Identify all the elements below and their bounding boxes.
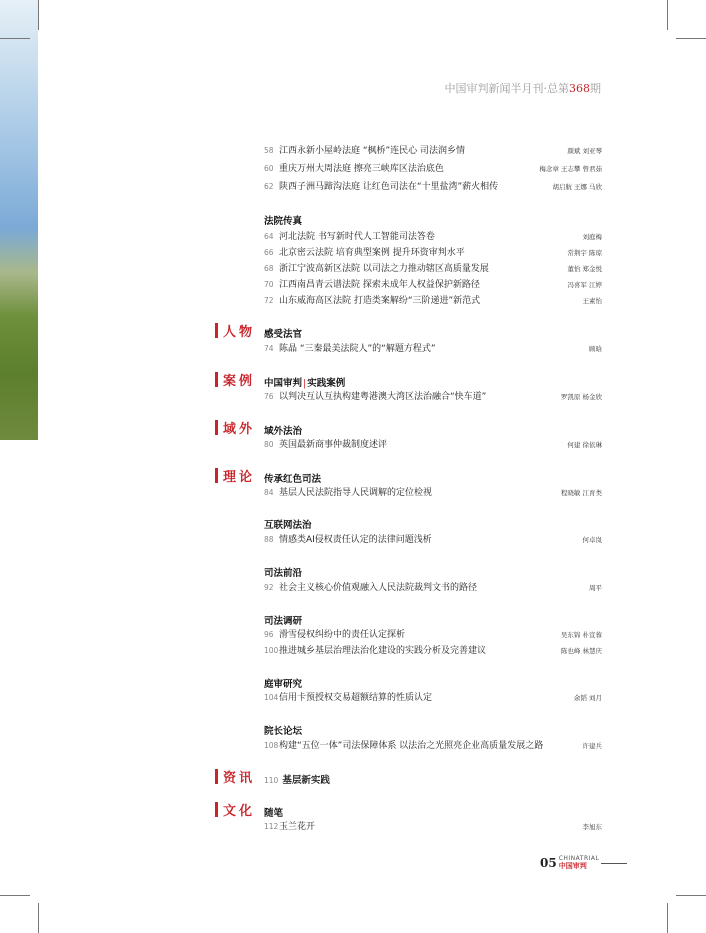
toc-entry[interactable]: 84 基层人民法院指导人民调解的定位检视 程晓敏 江育类 bbox=[264, 488, 602, 498]
category-lilun: 理论 bbox=[215, 468, 255, 485]
toc-entry[interactable]: 74 陈晶 “三秦最美法院人”的“解题方程式” 顾晗 bbox=[264, 344, 602, 354]
section-heading: 感受法官 bbox=[264, 329, 303, 340]
section-heading: 随笔 bbox=[264, 808, 284, 819]
issue-number: 368 bbox=[569, 82, 590, 95]
footer-rule bbox=[601, 863, 627, 864]
page-footer bbox=[540, 852, 627, 871]
toc-entry[interactable]: 108构建“五位一体”司法保障体系 以法治之光照亮企业高质量发展之路 许建兵 bbox=[264, 741, 602, 751]
section-heading: 法院传真 bbox=[264, 216, 303, 227]
cover-photo-strip bbox=[0, 0, 38, 440]
toc-entry[interactable]: 104信用卡预授权交易超额结算的性质认定 余韬 刘月 bbox=[264, 693, 602, 703]
section-heading: 互联网法治 bbox=[264, 520, 312, 531]
category-bar bbox=[215, 769, 218, 784]
section-heading: 司法前沿 bbox=[264, 568, 303, 579]
section-heading: 院长论坛 bbox=[264, 726, 303, 737]
toc-entry[interactable]: 64 河北法院 书写新时代人工智能司法答卷 刘庭梅 bbox=[264, 232, 602, 242]
toc-entry[interactable]: 60 重庆万州大周法庭 擦亮三峡库区法治底色 梅念章 王志攀 曾君茹 bbox=[264, 164, 602, 174]
toc-entry[interactable]: 92 社会主义核心价值观融入人民法院裁判文书的路径 周平 bbox=[264, 583, 602, 593]
crop-mark bbox=[676, 38, 706, 39]
category-yuwai: 域外 bbox=[215, 420, 255, 437]
category-bar bbox=[215, 323, 218, 338]
section-heading: 传承红色司法 bbox=[264, 474, 322, 485]
crop-mark bbox=[667, 0, 668, 30]
crop-mark bbox=[667, 903, 668, 933]
toc-entry[interactable]: 96 滑雪侵权纠纷中的责任认定探析 吴东锦 朴宣蓉 bbox=[264, 630, 602, 640]
toc-entry[interactable]: 68 浙江宁波高新区法院 以司法之力推动辖区高质量发展 董怡 郑金悦 bbox=[264, 264, 602, 274]
toc-entry[interactable]: 58 江西永新小屋岭法庭 “枫桥”连民心 司法润乡情 颜斌 刘亚琴 bbox=[264, 146, 602, 156]
crop-mark bbox=[676, 895, 706, 896]
page-number: 05 bbox=[540, 856, 557, 870]
category-bar bbox=[215, 468, 218, 483]
category-zixun: 资讯 bbox=[215, 769, 255, 786]
toc-entry[interactable]: 72 山东威海高区法院 打造类案解纷“三阶递进”新范式 王素怡 bbox=[264, 296, 602, 306]
section-heading: 庭审研究 bbox=[264, 679, 303, 690]
toc-entry[interactable]: 112玉兰花开 李旭东 bbox=[264, 822, 602, 832]
divider: | bbox=[303, 378, 307, 389]
section-heading: 司法调研 bbox=[264, 616, 303, 627]
toc-entry[interactable]: 100推进城乡基层治理法治化建设的实践分析及完善建议 陈也峰 林慧庆 bbox=[264, 646, 602, 656]
magazine-logo: CHINATRIAL 中国审判 bbox=[558, 855, 600, 870]
toc-entry[interactable]: 110 基层新实践 bbox=[264, 775, 330, 786]
crop-mark bbox=[38, 0, 39, 30]
section-heading: 中国审判|实践案例 bbox=[264, 378, 346, 389]
category-bar bbox=[215, 420, 218, 435]
section-heading: 域外法治 bbox=[264, 426, 303, 437]
running-header: 中国审判新闻半月刊·总第368期 bbox=[444, 82, 601, 95]
crop-mark bbox=[38, 903, 39, 933]
toc-entry[interactable]: 88 情感类AI侵权责任认定的法律问题浅析 何卓岚 bbox=[264, 535, 602, 545]
crop-mark bbox=[0, 38, 30, 39]
category-bar bbox=[215, 802, 218, 817]
toc-entry[interactable]: 80 英国最新商事仲裁制度述评 何建 徐依琳 bbox=[264, 440, 602, 450]
toc-entry[interactable]: 70 江西南昌青云谱法院 探索未成年人权益保护新路径 冯喜军 江婷 bbox=[264, 280, 602, 290]
category-bar bbox=[215, 372, 218, 387]
category-wenhua: 文化 bbox=[215, 802, 255, 819]
toc-entry[interactable]: 76 以判决互认互执构建粤港澳大湾区法治融合“快车道” 罗凯原 杨金欣 bbox=[264, 392, 602, 402]
toc-entry[interactable]: 62 陕西子洲马蹄沟法庭 让红色司法在“十里盐湾”薪火相传 胡启航 王娜 马欣 bbox=[264, 182, 602, 192]
category-renwu: 人物 bbox=[215, 323, 255, 340]
toc-entry[interactable]: 66 北京密云法院 培育典型案例 提升环资审判水平 常荆宇 陈琼 bbox=[264, 248, 602, 258]
crop-mark bbox=[0, 895, 30, 896]
category-anli: 案例 bbox=[215, 372, 255, 389]
